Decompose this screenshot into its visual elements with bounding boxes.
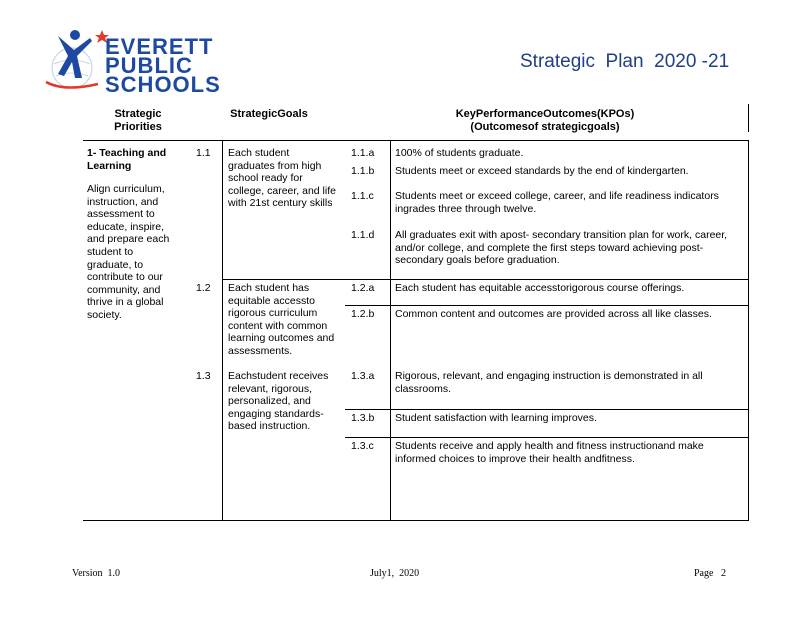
header-priorities-line-1: Strategic	[114, 108, 162, 120]
kpo-text: Common content and outcomes are provided across all like classes.	[395, 308, 712, 320]
district-logo	[44, 26, 221, 97]
goal-number: 1.3	[196, 370, 211, 382]
footer-date: July1, 2020	[370, 568, 420, 579]
header-strategic-goals: StrategicGoals	[230, 108, 308, 120]
kpo-text: Each student has equitable accesstorigorous course offerings.	[395, 282, 685, 294]
logo-line-1: EVERETT	[105, 34, 214, 59]
kpo-text: 100% of students graduate.	[395, 147, 524, 159]
header-priorities-line-2: Priorities	[114, 121, 162, 133]
kpo-number: 1.1.a	[351, 147, 375, 159]
kpo-text: All graduates exit with apost- secondary transition plan for work, career, and/or college, and complete the first steps toward achieving post-secondary goals before graduation.	[395, 229, 728, 267]
goals-column-divider	[222, 140, 223, 521]
goal-text: Each student has equitable accessto rigorous curriculum content with common learning outcomes and assessments.	[228, 282, 335, 357]
goal-number: 1.2	[196, 282, 211, 294]
kpo-text: Student satisfaction with learning improves.	[395, 412, 597, 424]
kpo-number: 1.1.c	[351, 190, 374, 202]
footer-page-number: Page 2	[694, 568, 726, 579]
goal-number: 1.1	[196, 147, 211, 159]
kpo-number: 1.3.a	[351, 370, 375, 382]
priority-title: 1- Teaching and Learning	[87, 147, 167, 172]
kpo-text: Students meet or exceed standards by the end of kindergarten.	[395, 165, 689, 177]
goal-row-divider	[222, 279, 749, 280]
logo-line-3: SCHOOLS	[105, 72, 221, 97]
kpo-column-divider	[390, 140, 391, 521]
goal-text: Eachstudent receives relevant, rigorous, personalized, and engaging standards-based instruction.	[228, 370, 329, 433]
logo-line-2: PUBLIC	[105, 53, 193, 78]
footer-version: Version 1.0	[72, 568, 121, 579]
page-title: Strategic Plan 2020 -21	[520, 51, 730, 72]
kpo-number: 1.1.d	[351, 229, 375, 241]
kpo-text: Students receive and apply health and fitness instructionand make informed choices to improve their health andfitness.	[395, 440, 704, 465]
table-top-border	[83, 140, 749, 141]
kpo-row-divider-3	[345, 437, 749, 438]
kpo-number: 1.3.b	[351, 412, 375, 424]
header-kpo	[400, 108, 690, 134]
priority-description: Align curriculum, instruction, and assessment to educate, inspire, and prepare each student to graduate, to contribute to our community, and thrive in a global society.	[87, 183, 170, 321]
header-right-border	[748, 104, 749, 132]
kpo-text: Rigorous, relevant, and engaging instruction is demonstrated in all classrooms.	[395, 370, 703, 395]
header-strategic-priorities	[92, 108, 184, 134]
table-right-border	[748, 140, 749, 521]
header-kpo-line-1: KeyPerformanceOutcomes(KPOs)	[455, 108, 635, 120]
kpo-row-divider-1	[345, 305, 749, 306]
kpo-row-divider-2	[345, 409, 749, 410]
kpo-number: 1.1.b	[351, 165, 375, 177]
table-bottom-border	[83, 520, 749, 521]
kpo-text: Students meet or exceed college, career, and life readiness indicators ingrades three through twelve.	[395, 190, 719, 215]
goal-text: Each student graduates from high school ready for college, career, and life with 21st century skills	[228, 147, 336, 210]
kpo-number: 1.2.a	[351, 282, 375, 294]
kpo-number: 1.2.b	[351, 308, 375, 320]
kpo-number: 1.3.c	[351, 440, 374, 452]
header-kpo-line-2: (Outcomesof strategicgoals)	[470, 121, 620, 133]
